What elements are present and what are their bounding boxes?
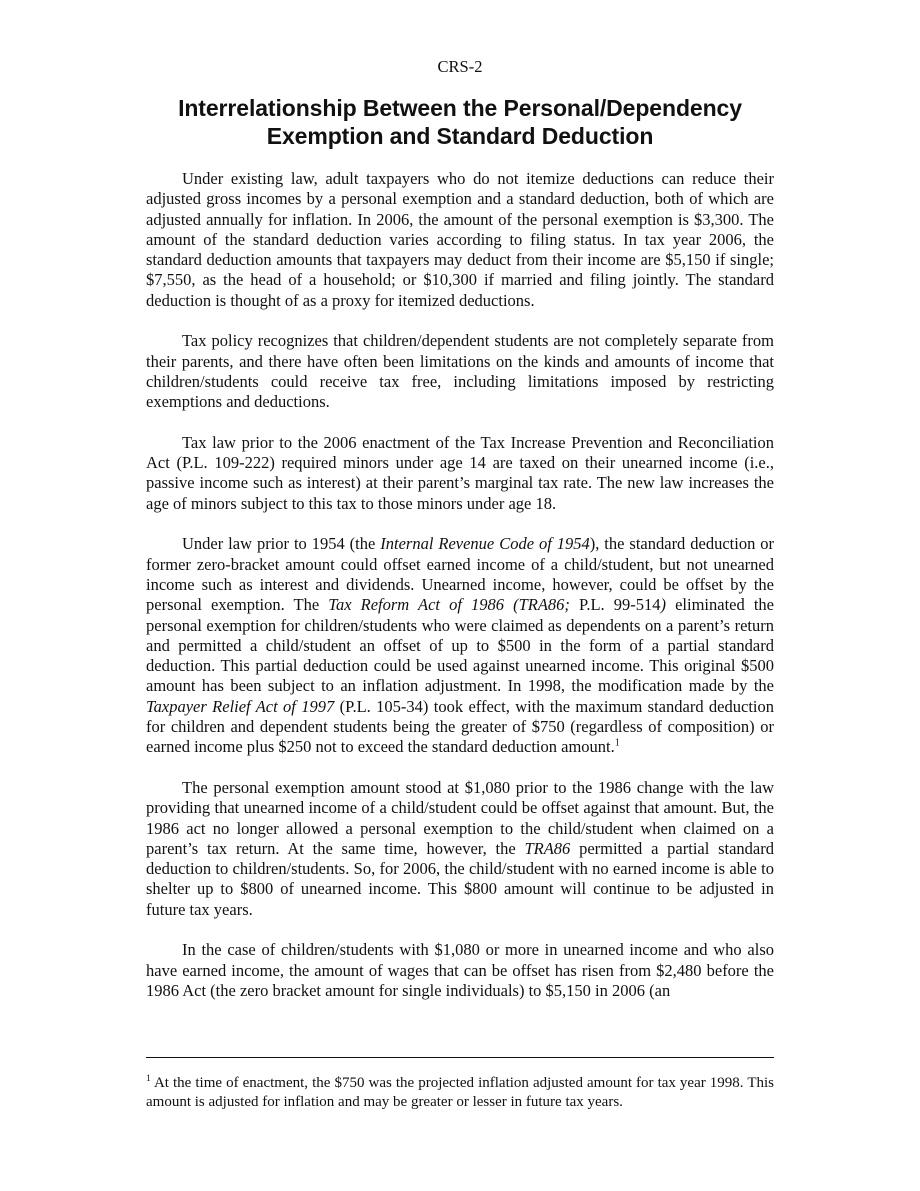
paragraph-2: Tax policy recognizes that children/dependent students are not completely separate from their parents, and there have often been limitations on the kinds and amounts of income that children/students could receive tax free, including limitations imposed by restricting exemptions and deductions. xyxy=(146,331,774,412)
document-title xyxy=(126,94,794,150)
paragraph-4-text-a: Under law prior to 1954 (the xyxy=(182,534,381,554)
citation-tax-reform-act-1986: Tax Reform Act of 1986 (TRA86; xyxy=(328,595,570,615)
citation-internal-revenue-code-1954: Internal Revenue Code of 1954 xyxy=(380,534,590,554)
paragraph-4-closing-paren: ) xyxy=(660,595,667,615)
title-line-1: Interrelationship Between the Personal/Dependency xyxy=(178,95,742,121)
paragraph-3: Tax law prior to the 2006 enactment of the Tax Increase Prevention and Reconciliation Act (P.L. 109-222) required minors under age 14 are taxed on their unearned income (i.e., passive income such as interest) at their parent’s marginal tax rate. The new law increases the age of minors subject to this tax to those minors under age 18. xyxy=(146,432,774,513)
paragraph-4-text-c: P.L. 99-514 xyxy=(569,595,661,615)
document-page xyxy=(146,0,774,1191)
footnote-divider xyxy=(146,1057,774,1058)
footnote-text: At the time of enactment, the $750 was the projected inflation adjusted amount for tax year 1998. This amount is adjusted for inflation and may be greater or lesser in future tax years. xyxy=(146,1075,774,1110)
paragraph-5-text-a: The personal exemption amount stood at $1,080 prior to the 1986 change with the law providing that unearned income of a child/student could be offset against that amount. But, the 1986 act no longer allowed a personal exemption to the child/student when claimed on a parent’s tax return. At the same time, however, the xyxy=(146,777,774,858)
paragraph-5-text-b: permitted a partial standard deduction to children/students. So, for 2006, the child/student with no earned income is able to shelter up to $800 of unearned income. This $800 amount will continue to be adjusted in future tax years. xyxy=(146,838,775,919)
document-body xyxy=(146,169,774,1001)
paragraph-4-text-e: (P.L. 105-34) took effect, with the maximum standard deduction for children and dependent students being the greater of $750 (regardless of composition) or earned income plus $250 not to exceed the standard deduction amount. xyxy=(146,696,775,757)
footnote xyxy=(146,1074,774,1112)
title-line-2: Exemption and Standard Deduction xyxy=(266,123,654,149)
paragraph-4-text-d: eliminated the personal exemption for children/students who were claimed as dependents on a parent’s return and permitted a child/student an offset of up to $500 in the form of a partial standard deduction. This partial deduction could be used against unearned income. This original $500 amount has been subject to an inflation adjustment. In 1998, the modification made by the xyxy=(146,595,774,696)
citation-taxpayer-relief-act-1997: Taxpayer Relief Act of 1997 xyxy=(146,696,335,716)
page-header: CRS-2 xyxy=(437,57,483,76)
citation-tra86: TRA86 xyxy=(524,838,571,858)
paragraph-1: Under existing law, adult taxpayers who do not itemize deductions can reduce their adjusted gross incomes by a personal exemption and a standard deduction, both of which are adjusted annually for inflation. In 2006, the amount of the personal exemption is $3,300. The amount of the standard deduction varies according to filing status. In tax year 2006, the standard deduction amounts that taxpayers may deduct from their income are $5,150 if single; $7,550, as the head of a household; or $10,300 if married and filing jointly. The standard deduction is thought of as a proxy for itemized deductions. xyxy=(146,169,774,310)
footnote-reference[interactable]: 1 xyxy=(614,737,620,749)
paragraph-5 xyxy=(146,778,774,920)
footnote-marker: 1 xyxy=(146,1074,151,1084)
paragraph-4 xyxy=(146,534,774,757)
paragraph-4-text-b: ), the standard deduction or former zero-bracket amount could offset earned income of a child/student, but not unearned income such as interest and dividends. Unearned income, however, could be offset by the personal exemption. The xyxy=(146,534,775,615)
paragraph-6: In the case of children/students with $1,080 or more in unearned income and who also have earned income, the amount of wages that can be offset has risen from $2,480 before the 1986 Act (the zero bracket amount for single individuals) to $5,150 in 2006 (an xyxy=(146,940,774,1000)
